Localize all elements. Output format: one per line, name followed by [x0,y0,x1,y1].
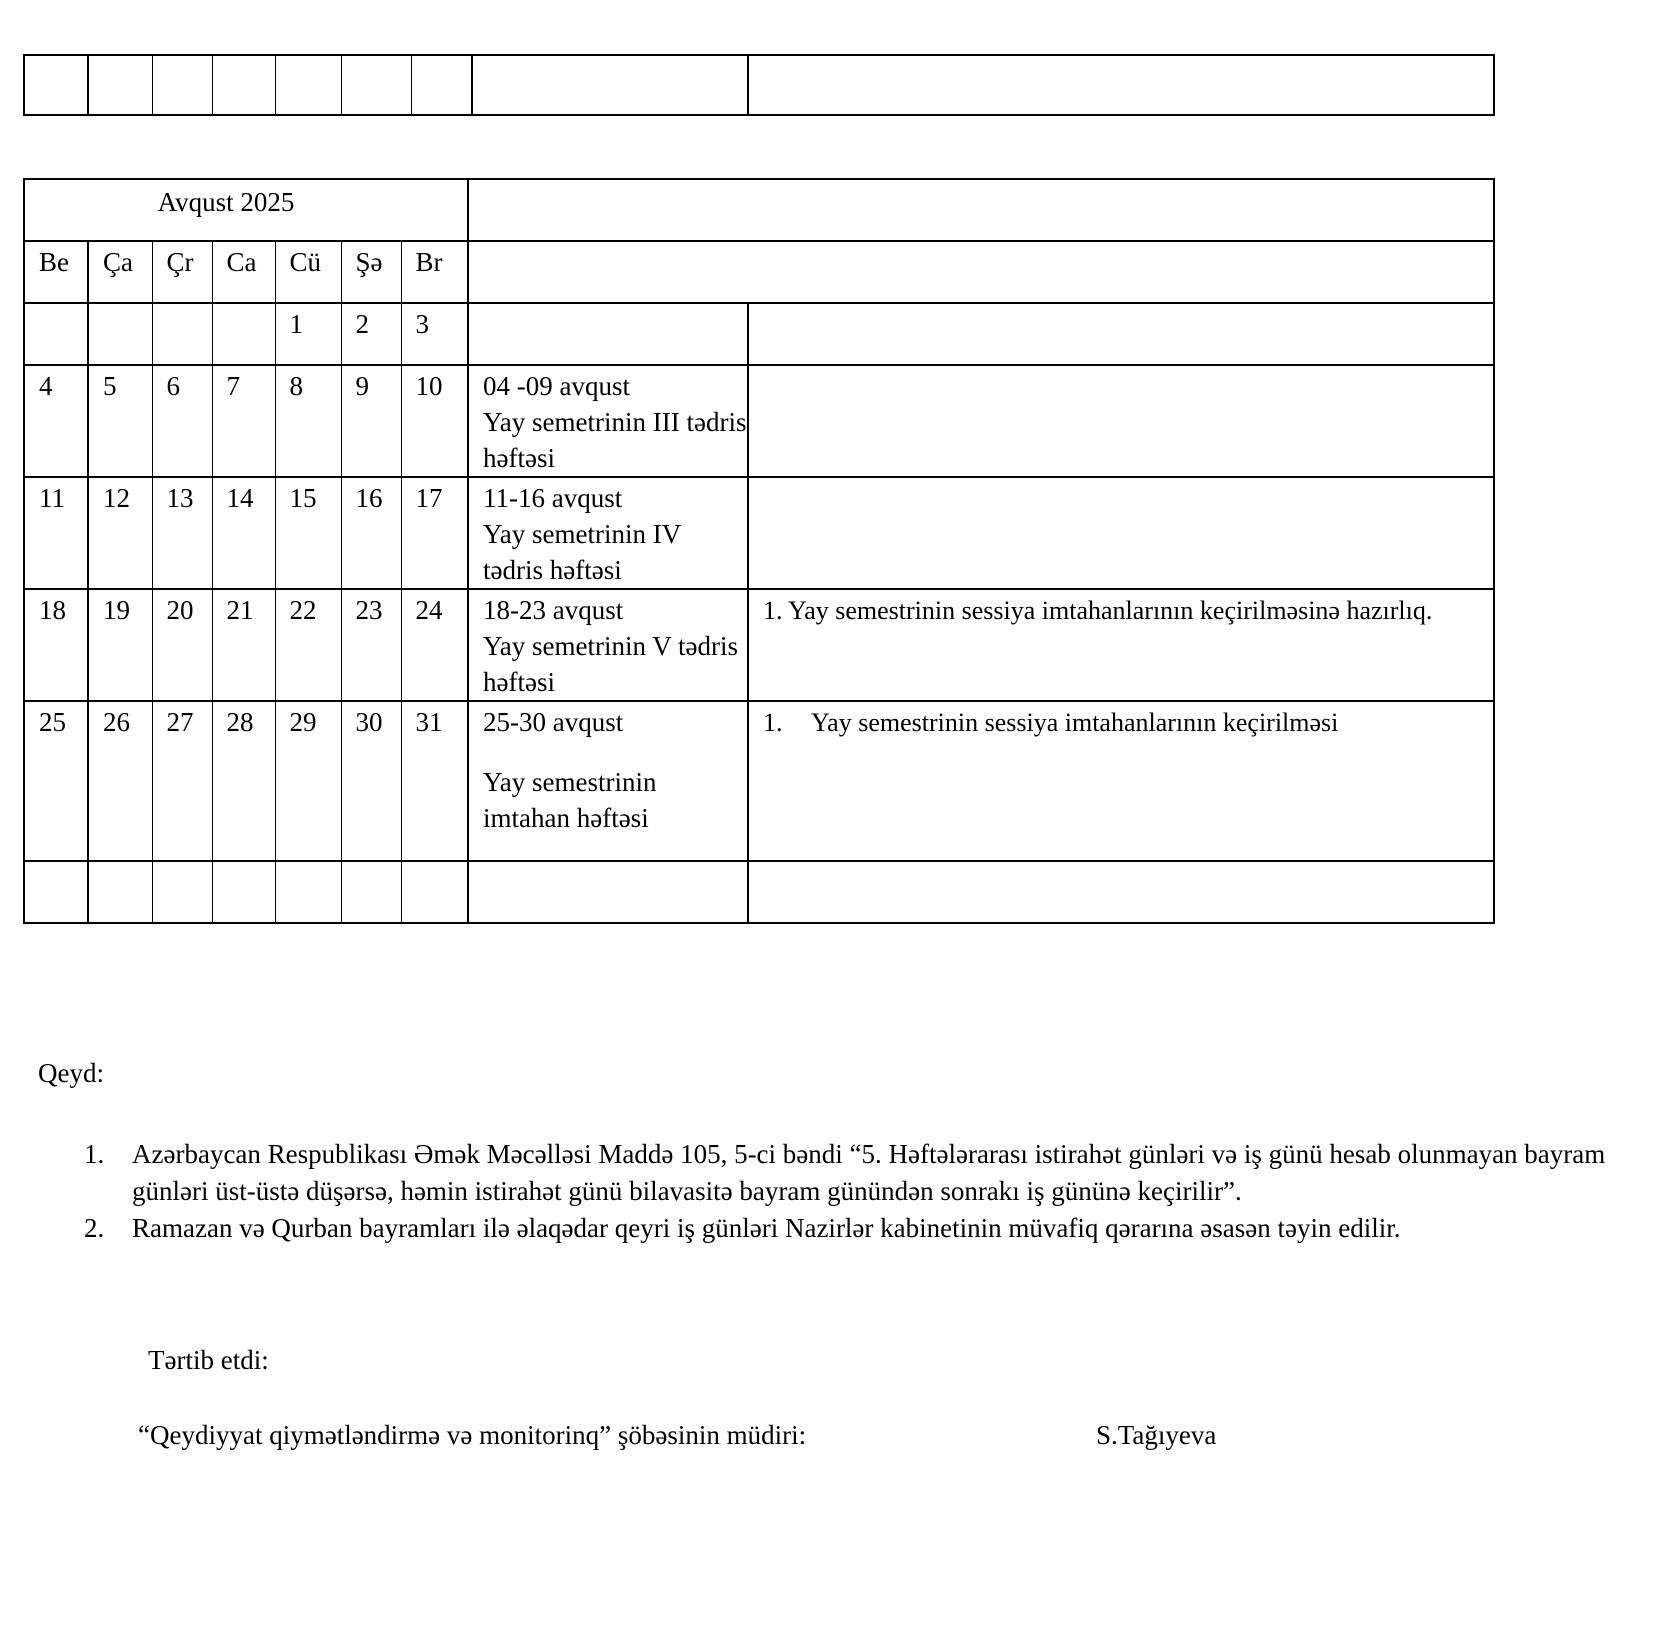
day-cell [88,861,152,923]
footnote-item [38,1136,1638,1210]
week-description: Yay semetrinin V tədris həftəsi [483,631,739,697]
footnotes-section [38,1055,1638,1247]
week-notes [748,365,1494,477]
signature-name: S.Tağıyeva [1096,1420,1217,1450]
top-empty-table [23,54,1495,116]
top-cell [275,55,341,115]
week-period: 04 -09 avqust [483,371,630,401]
day-cell: 2 [341,303,401,365]
day-cell: 25 [24,701,88,861]
day-cell: 16 [341,477,401,589]
day-cell: 26 [88,701,152,861]
week-info [468,589,748,701]
day-cell [152,303,212,365]
weekday-header: Şə [341,241,401,303]
footnote-item [38,1210,1638,1247]
week-period: 11-16 avqust [483,483,623,513]
day-cell [401,861,468,923]
day-cell: 12 [88,477,152,589]
day-cell: 1 [275,303,341,365]
note-number: 1. [763,708,783,737]
day-cell: 13 [152,477,212,589]
week-period [468,861,748,923]
day-cell: 15 [275,477,341,589]
weekday-header-row [24,241,1494,303]
weekday-header: Çr [152,241,212,303]
day-cell: 10 [401,365,468,477]
day-cell: 18 [24,589,88,701]
week-period: 25-30 avqust [483,707,624,737]
day-cell: 4 [24,365,88,477]
day-cell: 27 [152,701,212,861]
day-cell: 6 [152,365,212,477]
top-cell [88,55,152,115]
day-cell: 11 [24,477,88,589]
calendar-table [23,178,1495,924]
week-row [24,477,1494,589]
day-cell: 19 [88,589,152,701]
day-cell: 17 [401,477,468,589]
note-text: Yay semestrinin sessiya imtahanlarının keçirilməsinə hazırlıq. [788,596,1433,625]
note-number: 1. [763,596,783,625]
top-table-row [24,55,1494,115]
day-cell [88,303,152,365]
top-cell [24,55,88,115]
compiled-by-label: Tərtib etdi: [148,1345,269,1375]
day-cell: 30 [341,701,401,861]
top-cell [472,55,748,115]
week-row [24,303,1494,365]
footnote-number: 2. [84,1213,105,1243]
week-row [24,861,1494,923]
weekday-header: Br [401,241,468,303]
day-cell: 31 [401,701,468,861]
month-header-row [24,179,1494,241]
day-cell [275,861,341,923]
footnote-text: Azərbaycan Respublikası Əmək Məcəlləsi Maddə 105, 5-ci bəndi “5. Həftələrarası istirahət günləri və iş günü hesab olunmayan bayram günləri üst-üstə düşərsə, həmin istirahət günü bilavasitə bayram günündən sonrakı iş gününə keçirilir”. [132,1139,1606,1206]
footnotes-title: Qeyd: [38,1058,104,1088]
day-cell: 29 [275,701,341,861]
weekday-header: Ca [212,241,275,303]
day-cell: 8 [275,365,341,477]
week-period [468,303,748,365]
weekday-header: Be [24,241,88,303]
week-row [24,701,1494,861]
top-cell [411,55,472,115]
week-period: 18-23 avqust [483,595,624,625]
day-cell: 14 [212,477,275,589]
week-notes [748,303,1494,365]
day-cell [24,303,88,365]
top-cell [212,55,275,115]
day-cell [212,861,275,923]
week-info [468,701,748,861]
month-title: Avqust 2025 [24,179,468,241]
note-text: Yay semestrinin sessiya imtahanlarının keçirilməsi [811,708,1339,737]
weekday-header: Cü [275,241,341,303]
top-cell [341,55,411,115]
week-description: Yay semetrinin IV tədris həftəsi [483,519,681,585]
day-cell: 20 [152,589,212,701]
week-description: Yay semetrinin III tədris həftəsi [483,407,747,473]
weekday-header: Ça [88,241,152,303]
footnote-text: Ramazan və Qurban bayramları ilə əlaqədar qeyri iş günləri Nazirlər kabinetinin müvafiq qərarına əsasən təyin edilir. [132,1213,1401,1243]
footnote-number: 1. [84,1139,105,1169]
day-cell [212,303,275,365]
day-cell [152,861,212,923]
week-info [468,365,748,477]
day-cell: 22 [275,589,341,701]
day-cell: 3 [401,303,468,365]
week-notes [748,701,1494,861]
footnotes-list [38,1136,1638,1247]
signature-position: “Qeydiyyat qiymətləndirmə və monitorinq” şöbəsinin müdiri: [138,1420,807,1450]
day-cell: 23 [341,589,401,701]
day-cell [341,861,401,923]
day-cell: 24 [401,589,468,701]
day-cell [24,861,88,923]
week-row [24,365,1494,477]
week-notes [748,589,1494,701]
week-notes [748,477,1494,589]
month-header-empty [468,179,1494,241]
day-cell: 5 [88,365,152,477]
day-cell: 28 [212,701,275,861]
top-cell [748,55,1494,115]
week-info [468,477,748,589]
day-cell: 9 [341,365,401,477]
day-cell: 7 [212,365,275,477]
day-cell: 21 [212,589,275,701]
week-row [24,589,1494,701]
weekday-header-empty [468,241,1494,303]
top-cell [152,55,212,115]
week-notes [748,861,1494,923]
week-description: Yay semestrinin imtahan həftəsi [483,767,657,833]
